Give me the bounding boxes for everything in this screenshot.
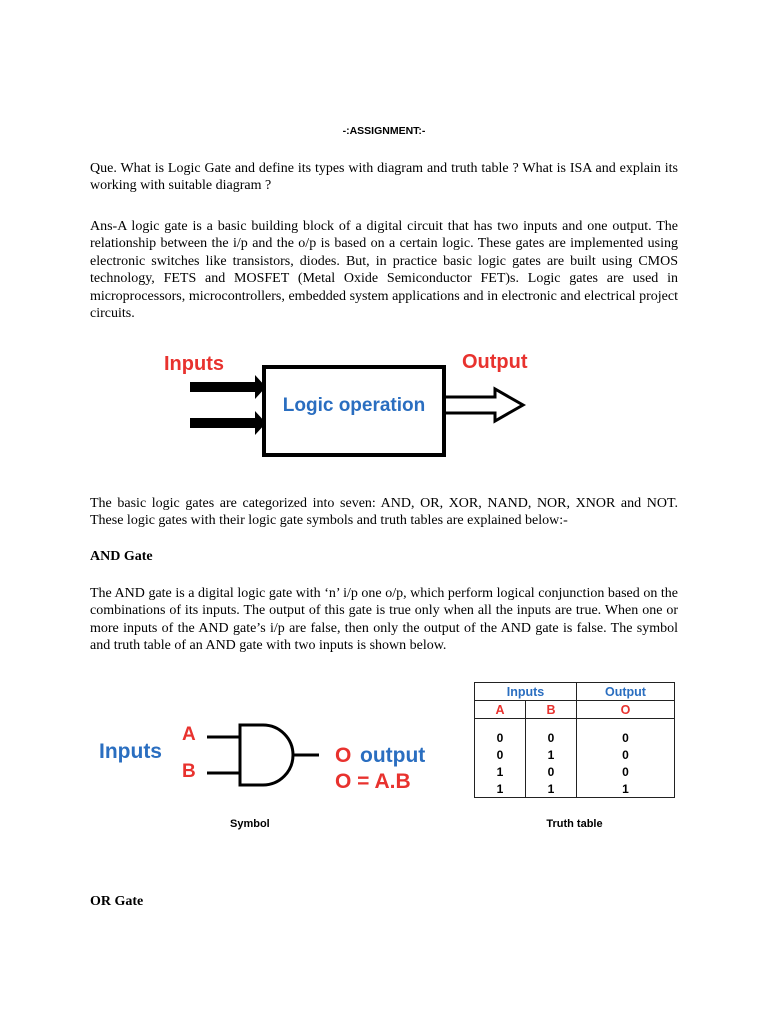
col-o: O bbox=[577, 701, 675, 719]
question-text: Que. What is Logic Gate and define its types with diagram and truth table ? What is ISA and explain its working with suitable diagram ? bbox=[90, 161, 678, 194]
table-row: 0 0 0 bbox=[475, 729, 675, 746]
and-output-name: O bbox=[335, 744, 352, 767]
and-input-a: A bbox=[182, 724, 196, 745]
table-row: 1 1 1 bbox=[475, 780, 675, 798]
col-a: A bbox=[475, 701, 526, 719]
categories-text: The basic logic gates are categorized into seven: AND, OR, XOR, NAND, NOR, XNOR and NOT. These logic gates with their logic gate symbols and truth tables are explained below:- bbox=[90, 496, 678, 529]
and-truth-table bbox=[474, 682, 675, 798]
and-gate-symbol bbox=[95, 720, 445, 840]
diagram-box-label: Logic operation bbox=[282, 395, 426, 416]
logic-operation-diagram bbox=[150, 345, 550, 465]
truth-table-caption: Truth table bbox=[546, 818, 603, 830]
input-arrow-bottom bbox=[190, 411, 266, 435]
and-output-label: output bbox=[360, 744, 426, 767]
truth-table-subheader bbox=[475, 701, 675, 719]
and-gate-heading: AND Gate bbox=[90, 549, 153, 564]
and-gate-text: The AND gate is a digital logic gate with ‘n’ i/p one o/p, which perform logical conjunction based on the combinations of its inputs. The output of this gate is true only when all the inputs are true. When one or more inputs of the AND gate’s i/p are false, then only the output of the AND gate is false. The symbol and truth table of an AND gate with two inputs is shown below. bbox=[90, 586, 678, 654]
table-row: 0 1 0 bbox=[475, 746, 675, 763]
output-arrow bbox=[446, 389, 523, 421]
and-inputs-label: Inputs bbox=[99, 740, 162, 763]
and-input-b: B bbox=[182, 761, 196, 782]
diagram-inputs-label: Inputs bbox=[164, 353, 224, 375]
assignment-title: -:ASSIGNMENT:- bbox=[342, 125, 426, 137]
table-row: 1 0 0 bbox=[475, 763, 675, 780]
or-gate-heading: OR Gate bbox=[90, 894, 144, 909]
answer-text: Ans-A logic gate is a basic building block of a digital circuit that has two inputs and one output. The relationship between the i/p and the o/p is based on a certain logic. These gates are implemented using electronic switches like transistors, diodes. But, in practice basic logic gates are built using CMOS technology, FETS and MOSFET (Metal Oxide Semiconductor FET)s. Logic gates are used in microprocessors, microcontrollers, embedded system applications and in electronic and electrical project circuits. bbox=[90, 219, 678, 322]
and-equation: O = A.B bbox=[335, 770, 411, 793]
diagram-output-label: Output bbox=[462, 351, 528, 373]
header-output: Output bbox=[577, 683, 675, 701]
header-inputs: Inputs bbox=[475, 683, 577, 701]
truth-table-header bbox=[475, 683, 675, 701]
symbol-caption: Symbol bbox=[230, 818, 270, 830]
col-b: B bbox=[526, 701, 577, 719]
input-arrow-top bbox=[190, 375, 266, 399]
